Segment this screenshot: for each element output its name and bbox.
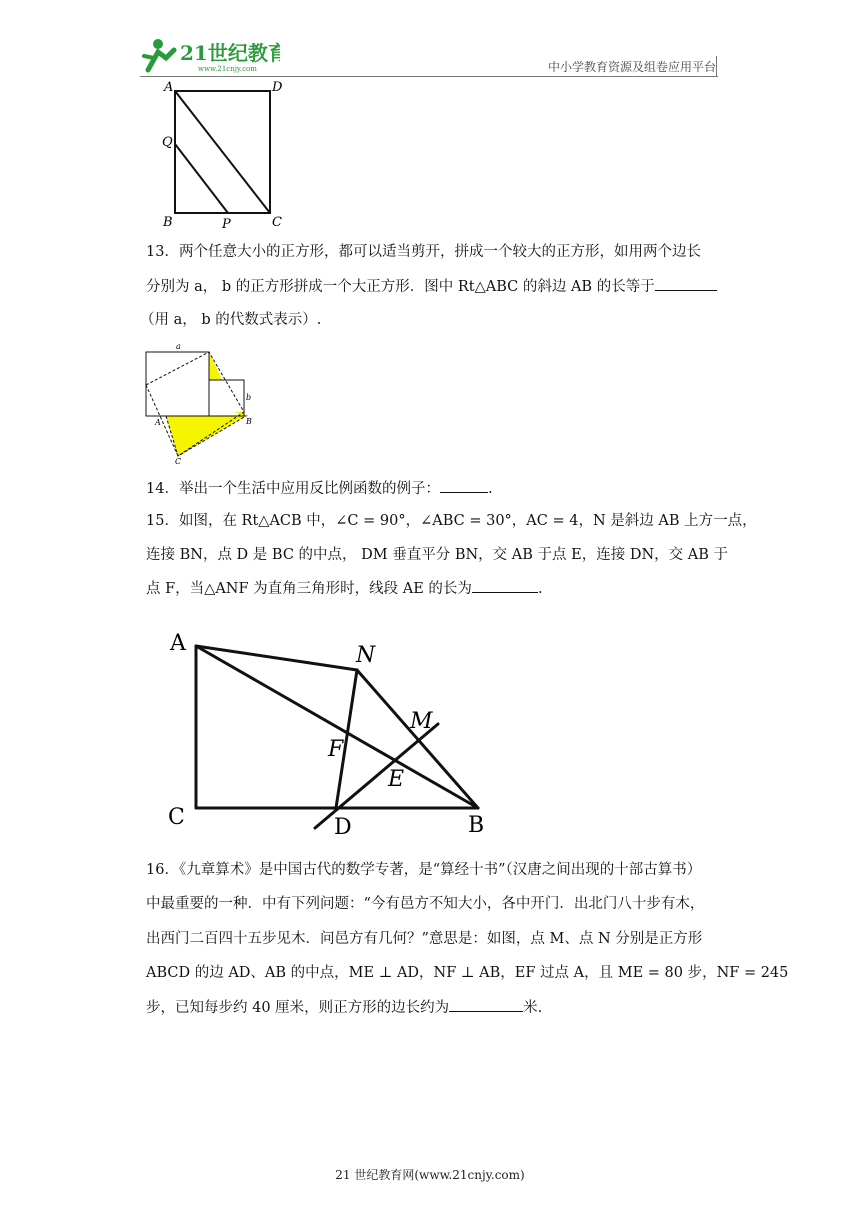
q15-end: . <box>537 581 543 597</box>
q13-line3: （用 a， b 的代数式表示）. <box>140 312 322 328</box>
label-Q: Q <box>162 135 173 150</box>
q14-line1 <box>146 478 493 499</box>
label-C: C <box>272 215 282 230</box>
svg-text:www.21cnjy.com: www.21cnjy.com <box>198 65 257 73</box>
figure-rectangle-abcd <box>158 78 298 240</box>
svg-text:21世纪教育: 21世纪教育 <box>180 41 280 65</box>
q15-line3 <box>146 578 543 599</box>
platform-name: 中小学教育资源及组卷应用平台 <box>548 60 717 74</box>
q14-end: . <box>487 481 493 497</box>
label-F: F <box>328 737 344 762</box>
q16-line1: 16．《九章算术》是中国古代的数学专著，是“算经十书”（汉唐之间出现的十部古算书） <box>146 862 702 878</box>
label-M: M <box>410 709 433 734</box>
answer-blank-q16[interactable] <box>449 997 523 1012</box>
q16-line3: 出西门二百四十五步见木．问邑方有几何？”意思是：如图，点 M、点 N 分别是正方形 <box>146 931 703 947</box>
header-divider <box>140 76 718 77</box>
label-b: b <box>246 393 252 402</box>
q16-line2: 中最重要的一种．中有下列问题：“今有邑方不知大小，各中开门．出北门八十步有木， <box>146 896 705 912</box>
label-D: D <box>272 80 283 95</box>
label-A: A <box>164 80 174 95</box>
q13-line2-text: 分别为 a， b 的正方形拼成一个大正方形．图中 Rt△ABC 的斜边 AB 的长等于 <box>146 279 655 295</box>
label-C: C <box>168 805 185 830</box>
answer-blank-q15[interactable] <box>472 578 538 593</box>
figure-squares-rt-triangle <box>142 340 268 470</box>
q16-end: 米. <box>523 1000 543 1016</box>
label-B: B <box>163 215 173 230</box>
q16-line5-text: 步，已知每步约 40 厘米，则正方形的边长约为 <box>146 1000 450 1016</box>
label-B: B <box>468 813 485 838</box>
label-D: D <box>334 815 352 840</box>
answer-blank-q13[interactable] <box>655 276 717 291</box>
q14-text: 14．举出一个生活中应用反比例函数的例子： <box>146 481 440 497</box>
q15-line1: 15．如图，在 Rt△ACB 中，∠C = 90°，∠ABC = 30°，AC = 4，N 是斜边 AB 上方一点， <box>146 513 757 529</box>
label-a: a <box>176 342 181 351</box>
q13-line1: 13．两个任意大小的正方形，都可以适当剪开，拼成一个较大的正方形，如用两个边长 <box>146 244 701 260</box>
label-N: N <box>356 643 376 668</box>
q16-line5 <box>146 997 542 1018</box>
page-footer: 21 世纪教育网(www.21cnjy.com) <box>335 1168 525 1182</box>
site-logo <box>140 34 280 74</box>
q15-line3-text: 点 F，当△ANF 为直角三角形时，线段 AE 的长为 <box>146 581 472 597</box>
q15-line2: 连接 BN，点 D 是 BC 的中点， DM 垂直平分 BN，交 AB 于点 E，连接 DN，交 AB 于 <box>146 547 728 563</box>
header-tick <box>716 56 717 76</box>
label-A: A <box>155 418 161 427</box>
answer-blank-q14[interactable] <box>440 478 488 493</box>
label-B: B <box>246 417 252 426</box>
figure-triangle-acb <box>160 624 510 848</box>
label-A: A <box>170 631 186 656</box>
q16-line4: ABCD 的边 AD、AB 的中点，ME ⊥ AD，NF ⊥ AB，EF 过点 A，且 ME = 80 步，NF = 245 <box>146 965 789 981</box>
q13-line2 <box>146 276 717 297</box>
label-P: P <box>222 217 231 232</box>
label-E: E <box>388 767 405 792</box>
label-C: C <box>175 457 182 466</box>
